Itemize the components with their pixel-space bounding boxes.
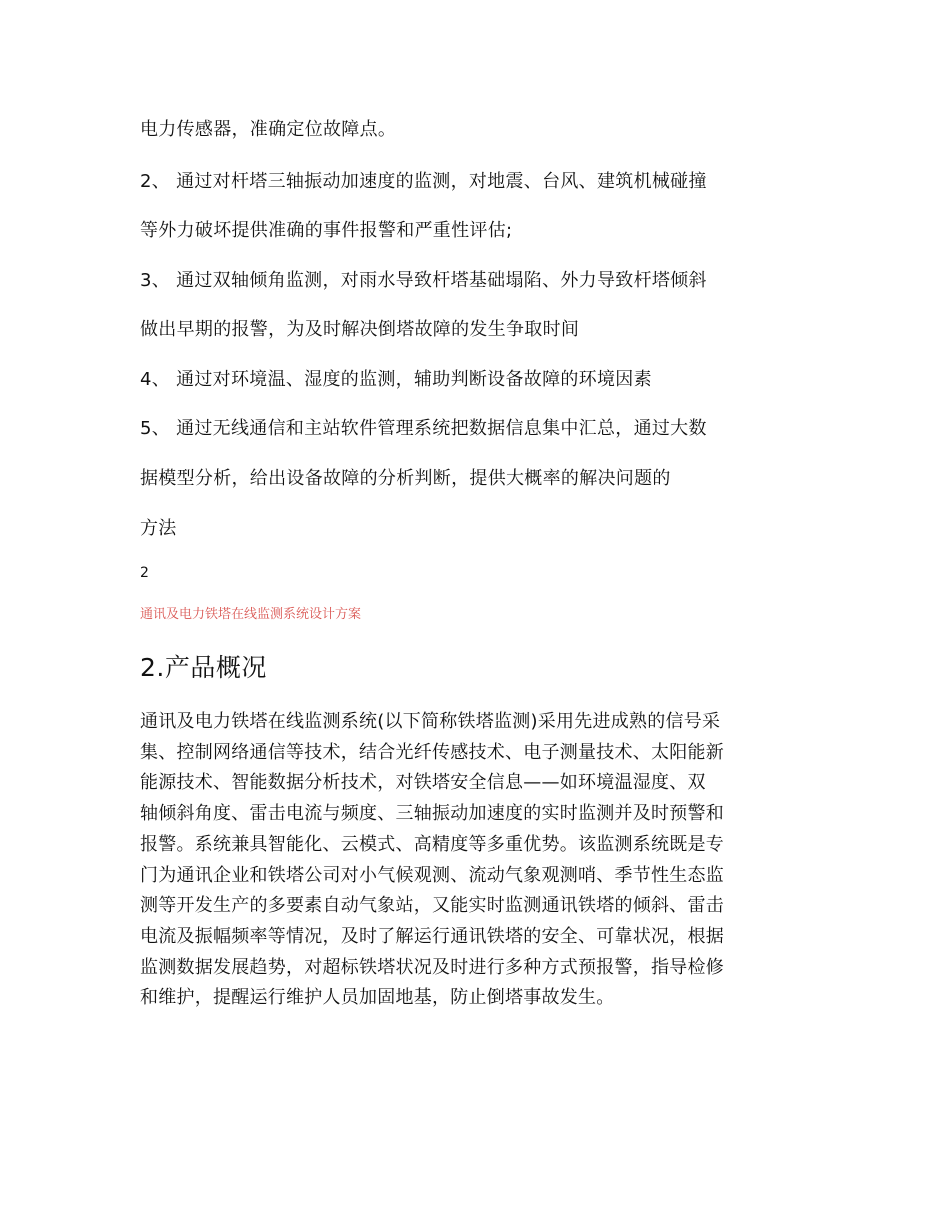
list-item-5-line-2: 据模型分析，给出设备故障的分析判断，提供大概率的解决问题的 — [140, 468, 671, 489]
paragraph-line: 电流及振幅频率等情况，及时了解运行通讯铁塔的安全、可靠状况，根据 — [140, 925, 724, 947]
running-header: 通讯及电力铁塔在线监测系统设计方案 — [140, 607, 362, 622]
paragraph-line: 和维护，提醒运行维护人员加固地基，防止倒塔事故发生。 — [140, 987, 615, 1009]
paragraph-line: 集、控制网络通信等技术，结合光纤传感技术、电子测量技术、太阳能新 — [140, 741, 724, 763]
list-item-2-line-1: 2、 通过对杆塔三轴振动加速度的监测，对地震、台风、建筑机械碰撞 — [140, 171, 707, 192]
paragraph-line: 门为通讯企业和铁塔公司对小气候观测、流动气象观测哨、季节性生态监 — [140, 864, 724, 886]
paragraph-line: 轴倾斜角度、雷击电流与频度、三轴振动加速度的实时监测并及时预警和 — [140, 803, 724, 825]
list-item-3-line-1: 3、 通过双轴倾角监测，对雨水导致杆塔基础塌陷、外力导致杆塔倾斜 — [140, 270, 707, 291]
section-paragraph — [140, 707, 812, 1014]
page-number: 2 — [140, 565, 149, 581]
paragraph-line: 测等开发生产的多要素自动气象站，又能实时监测通讯铁塔的倾斜、雷击 — [140, 895, 724, 917]
paragraph-line: 通讯及电力铁塔在线监测系统(以下简称铁塔监测)采用先进成熟的信号采 — [140, 711, 721, 732]
list-item-2-line-2: 等外力破坏提供准确的事件报警和严重性评估; — [140, 220, 513, 241]
paragraph-line: 能源技术、智能数据分析技术，对铁塔安全信息——如环境温湿度、双 — [140, 772, 706, 794]
list-item-5-line-3: 方法 — [140, 518, 177, 539]
text-line: 电力传感器，准确定位故障点。 — [140, 119, 397, 140]
section-heading: 2.产品概况 — [140, 653, 267, 682]
paragraph-line: 监测数据发展趋势，对超标铁塔状况及时进行多种方式预报警，指导检修 — [140, 956, 724, 978]
list-item-3-line-2: 做出早期的报警，为及时解决倒塔故障的发生争取时间 — [140, 319, 580, 340]
list-item-5-line-1: 5、 通过无线通信和主站软件管理系统把数据信息集中汇总，通过大数 — [140, 418, 707, 439]
list-item-4-line-1: 4、 通过对环境温、湿度的监测，辅助判断设备故障的环境因素 — [140, 369, 652, 390]
paragraph-line: 报警。系统兼具智能化、云模式、高精度等多重优势。该监测系统既是专 — [140, 833, 724, 855]
